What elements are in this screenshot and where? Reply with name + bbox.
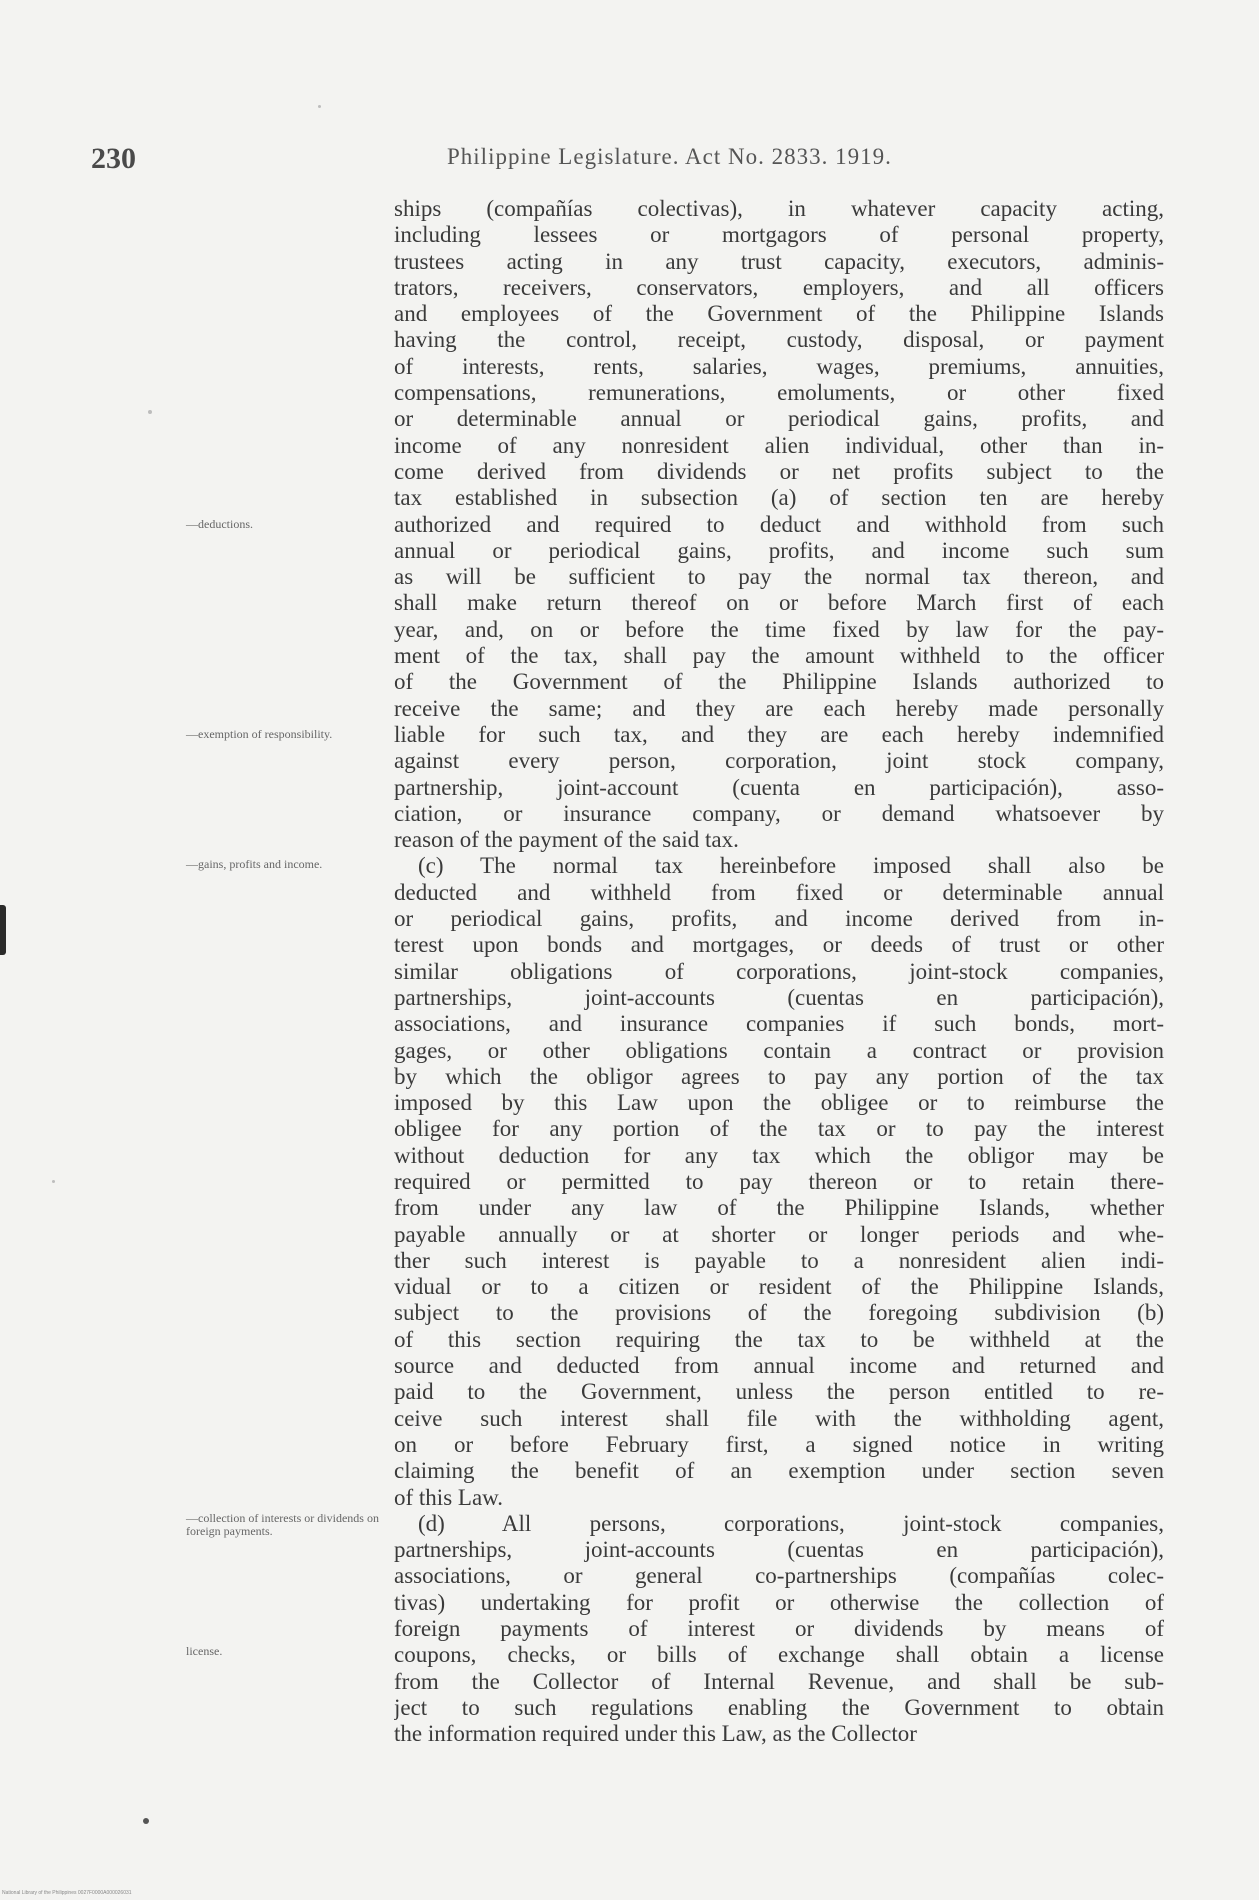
body-line: shall make return thereof on or before March first of each [394,590,1164,616]
margin-note-collection: —collection of interests or dividends on foreign payments. [186,1511,379,1538]
body-text [394,196,1164,1748]
body-line: ther such interest is payable to a nonresident alien indi- [394,1247,1164,1273]
body-line: ject to such regulations enabling the Government to obtain [394,1694,1164,1720]
body-line: authorized and required to deduct and withhold from such [394,511,1164,537]
margin-note-exemption: —exemption of responsibility. [186,727,333,741]
body-line: against every person, corporation, joint stock company, [394,748,1164,774]
body-line: by which the obligor agrees to pay any portion of the tax [394,1063,1164,1089]
body-line: (c) The normal tax hereinbefore imposed shall also be [418,853,1164,879]
margin-note-gains: —gains, profits and income. [186,857,323,871]
scan-credit: National Library of the Philippines 0027F0000A000026031 [2,1890,132,1896]
body-line: the information required under this Law, as the Collector [394,1721,917,1747]
scan-speck [148,410,152,414]
body-line: terest upon bonds and mortgages, or deeds of trust or other [394,932,1164,958]
page-number: 230 [91,142,136,175]
body-line: trustees acting in any trust capacity, executors, adminis- [394,248,1164,274]
body-line: coupons, checks, or bills of exchange shall obtain a license [394,1642,1164,1668]
body-line: from the Collector of Internal Revenue, and shall be sub- [394,1668,1164,1694]
body-line: without deduction for any tax which the obligor may be [394,1142,1164,1168]
body-line: having the control, receipt, custody, disposal, or payment [394,327,1164,353]
body-line: including lessees or mortgagors of personal property, [394,222,1164,248]
body-line: payable annually or at shorter or longer periods and whe- [394,1221,1164,1247]
body-line: subject to the provisions of the foregoing subdivision (b) [394,1300,1164,1326]
body-line: partnerships, joint-accounts (cuentas en participación), [394,984,1164,1010]
body-line: annual or periodical gains, profits, and income such sum [394,537,1164,563]
body-line: ment of the tax, shall pay the amount withheld to the officer [394,643,1164,669]
body-line: associations, or general co-partnerships (compañías colec- [394,1563,1164,1589]
body-line: required or permitted to pay thereon or to retain there- [394,1168,1164,1194]
body-line: similar obligations of corporations, joint-stock companies, [394,958,1164,984]
body-line: ceive such interest shall file with the withholding agent, [394,1405,1164,1431]
body-line: vidual or to a citizen or resident of the Philippine Islands, [394,1274,1164,1300]
body-line: of this section requiring the tax to be withheld at the [394,1326,1164,1352]
body-line: paid to the Government, unless the person entitled to re- [394,1379,1164,1405]
scan-speck [52,1180,55,1183]
body-line: obligee for any portion of the tax or to pay the interest [394,1116,1164,1142]
body-line: as will be sufficient to pay the normal tax thereon, and [394,564,1164,590]
body-line: come derived from dividends or net profits subject to the [394,458,1164,484]
body-line: and employees of the Government of the Philippine Islands [394,301,1164,327]
body-line: claiming the benefit of an exemption under section seven [394,1458,1164,1484]
body-line: from under any law of the Philippine Islands, whether [394,1195,1164,1221]
scan-speck [318,105,321,108]
body-line: or determinable annual or periodical gains, profits, and [394,406,1164,432]
body-line: receive the same; and they are each hereby made personally [394,695,1164,721]
body-line: (d) All persons, corporations, joint-stock companies, [418,1510,1164,1536]
body-line: trators, receivers, conservators, employers, and all officers [394,274,1164,300]
body-line: gages, or other obligations contain a contract or provision [394,1037,1164,1063]
body-line: compensations, remunerations, emoluments, or other fixed [394,380,1164,406]
body-line: imposed by this Law upon the obligee or to reimburse the [394,1090,1164,1116]
body-line: deducted and withheld from fixed or determinable annual [394,879,1164,905]
body-line: reason of the payment of the said tax. [394,827,739,853]
body-line: of the Government of the Philippine Islands authorized to [394,669,1164,695]
body-line: partnership, joint-account (cuenta en participación), asso- [394,774,1164,800]
body-line: income of any nonresident alien individual, other than in- [394,432,1164,458]
body-line: associations, and insurance companies if such bonds, mort- [394,1011,1164,1037]
body-line: of this Law. [394,1484,504,1510]
body-line: source and deducted from annual income and returned and [394,1353,1164,1379]
body-line: tivas) undertaking for profit or otherwise the collection of [394,1589,1164,1615]
scan-edge-mark [0,905,6,955]
body-line: ciation, or insurance company, or demand whatsoever by [394,800,1164,826]
body-line: ships (compañías colectivas), in whatever capacity acting, [394,196,1164,221]
margin-note-deductions: —deductions. [186,517,253,531]
running-head: Philippine Legislature. Act No. 2833. 1919. [447,144,892,169]
body-line: liable for such tax, and they are each hereby indemnified [394,721,1164,747]
scan-speck [143,1818,149,1824]
body-line: partnerships, joint-accounts (cuentas en participación), [394,1537,1164,1563]
body-line: of interests, rents, salaries, wages, premiums, annuities, [394,353,1164,379]
body-line: foreign payments of interest or dividends by means of [394,1616,1164,1642]
body-line: tax established in subsection (a) of section ten are hereby [394,485,1164,511]
body-line: year, and, on or before the time fixed by law for the pay- [394,616,1164,642]
margin-note-license: license. [186,1644,223,1658]
body-line: on or before February first, a signed notice in writing [394,1431,1164,1457]
body-line: or periodical gains, profits, and income derived from in- [394,906,1164,932]
